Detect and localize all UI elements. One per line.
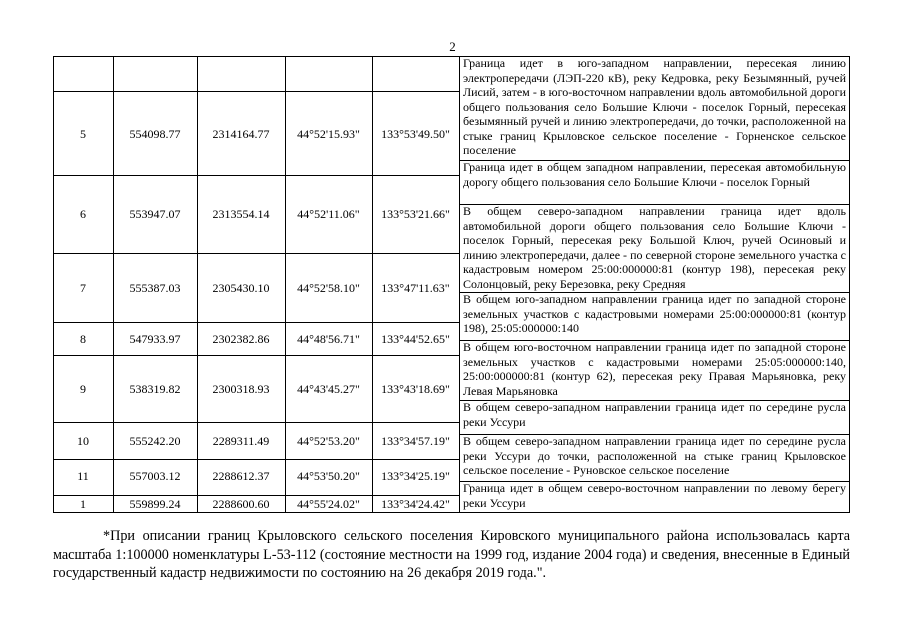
point-number: 6 [80, 207, 86, 221]
table-border-bottom [53, 512, 850, 513]
boundary-description: В общем юго-восточном направлении граница идет по западной стороне земельных участков с кадастровыми номерами 25:05:000000:140, 25:00:000000:81 (контур 62), пересекая реку Правая Марьяновка, реку Левая Марьяновка [463, 340, 846, 398]
table-row-divider [53, 459, 459, 460]
latitude: 44°52'11.06" [297, 207, 360, 221]
point-number: 5 [80, 127, 86, 141]
latitude: 44°52'58.10" [297, 281, 360, 295]
table-row-divider [53, 355, 459, 356]
coordinate-x: 538319.82 [129, 382, 181, 396]
coordinate-y: 2288612.37 [212, 469, 270, 483]
coordinate-y: 2313554.14 [212, 207, 270, 221]
point-number: 7 [80, 281, 86, 295]
coordinate-y: 2289311.49 [212, 434, 270, 448]
latitude: 44°52'15.93" [297, 127, 360, 141]
coordinate-x: 555387.03 [129, 281, 181, 295]
boundary-description: Граница идет в общем западном направлении, пересекая автомобильную дорогу общего пользования село Большие Ключи - поселок Горный [463, 160, 846, 189]
table-row-divider [53, 422, 459, 423]
table-row-divider [53, 495, 459, 496]
boundary-description: Граница идет в общем северо-восточном направлении по левому берегу реки Уссури [463, 481, 846, 510]
table-border-right [849, 56, 850, 513]
latitude: 44°48'56.71" [297, 332, 360, 346]
longitude: 133°44'52.65" [381, 332, 450, 346]
footnote: *При описании границ Крыловского сельского поселения Кировского муниципального района использовалась карта масштаба 1:100000 номенклатуры L-53-112 (состояние местности на 1999 год, издание 2004 года) и сведения, внесенные в Единый государственный кадастр недвижимости по состоянию на 26 декабря 2019 года.". [53, 528, 850, 581]
point-number: 8 [80, 332, 86, 346]
longitude: 133°43'18.69" [381, 382, 450, 396]
boundary-description: В общем северо-западном направлении граница идет по середине русла реки Уссури [463, 400, 846, 429]
boundary-description: Граница идет в юго-западном направлении, пересекая линию электропередачи (ЛЭП-220 кВ), реку Кедровка, реку Безымянный, ручей Лисий, затем - в юго-восточном направлении вдоль автомобильной дороги общего пользования село Большие Ключи - поселок Горный, пересекая безымянный ручей и линию электропередачи, до точки, расположенной на стыке границ Крыловское сельское поселение - Горненское сельское поселение [463, 56, 846, 157]
point-number: 9 [80, 382, 86, 396]
coordinate-y: 2288600.60 [212, 497, 270, 511]
boundary-coordinates-table [53, 56, 850, 513]
coordinate-y: 2305430.10 [212, 281, 270, 295]
longitude: 133°34'57.19" [381, 434, 450, 448]
coordinate-x: 553947.07 [129, 207, 181, 221]
coordinate-x: 554098.77 [129, 127, 181, 141]
point-number: 10 [77, 434, 89, 448]
latitude: 44°53'50.20" [297, 469, 360, 483]
longitude: 133°47'11.63" [381, 281, 450, 295]
latitude: 44°52'53.20" [297, 434, 360, 448]
table-row-divider [53, 175, 459, 176]
boundary-description: В общем северо-западном направлении граница идет по середине русла реки Уссури до точки, расположенной на стыке границ Крыловское сельское поселение - Руновское сельское поселение [463, 434, 846, 477]
coordinate-x: 555242.20 [129, 434, 181, 448]
latitude: 44°55'24.02" [297, 497, 360, 511]
table-row-divider [53, 91, 459, 92]
table-row-divider [53, 253, 459, 254]
coordinate-y: 2314164.77 [212, 127, 270, 141]
coordinate-y: 2300318.93 [212, 382, 270, 396]
longitude: 133°53'49.50" [381, 127, 450, 141]
coordinate-x: 557003.12 [129, 469, 181, 483]
longitude: 133°34'25.19" [381, 469, 450, 483]
boundary-description: В общем юго-западном направлении граница идет по западной стороне земельных участков с кадастровыми номерами 25:00:000000:81 (контур 198), 25:05:000000:140 [463, 292, 846, 335]
table-row-divider [53, 322, 459, 323]
coordinate-y: 2302382.86 [212, 332, 270, 346]
point-number: 1 [80, 497, 86, 511]
latitude: 44°43'45.27" [297, 382, 360, 396]
coordinate-x: 547933.97 [129, 332, 181, 346]
longitude: 133°34'24.42" [381, 497, 450, 511]
longitude: 133°53'21.66" [381, 207, 450, 221]
point-number: 11 [77, 469, 89, 483]
page-number: 2 [449, 39, 456, 54]
coordinate-x: 559899.24 [129, 497, 181, 511]
boundary-description: В общем северо-западном направлении граница идет вдоль автомобильной дороги общего пользования село Большие Ключи - поселок Горный, пересекая реку Большой Ключ, ручей Осиновый и линию электропередачи, далее - по северной стороне земельного участка с кадастровым номером 25:00:000000:81 (контур 198), пересекая реку Солонцовый, реку Березовка, реку Средняя [463, 204, 846, 291]
